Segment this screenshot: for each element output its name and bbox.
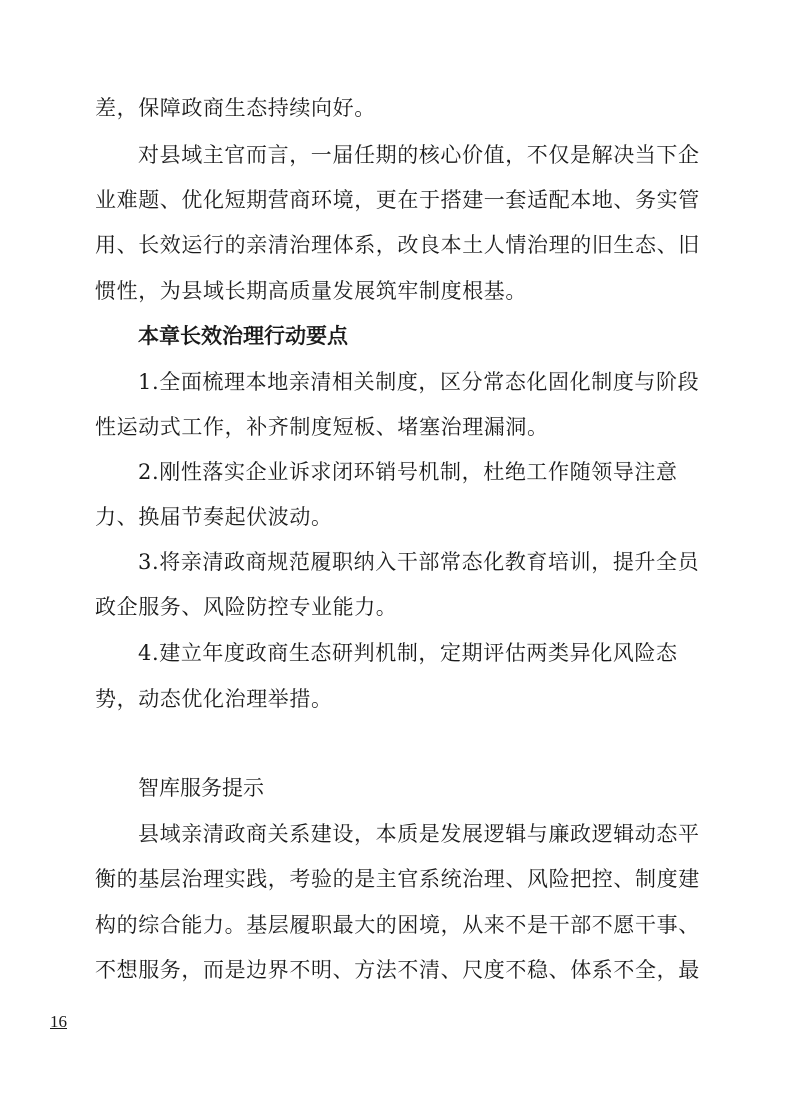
list-item-line: 1.全面梳理本地亲清相关制度，区分常态化固化制度与阶段 [138,370,700,394]
section-heading-action-points: 本章长效治理行动要点 [138,324,348,348]
list-item-line: 力、换届节奏起伏波动。 [95,505,333,529]
body-text-line: 构的综合能力。基层履职最大的困境，从来不是干部不愿干事、 [95,913,700,937]
section-heading-think-tank-tips: 智库服务提示 [138,776,264,800]
list-item-line: 性运动式工作，补齐制度短板、堵塞治理漏洞。 [95,415,549,439]
body-text-line: 差，保障政商生态持续向好。 [95,96,376,120]
list-item-line: 3.将亲清政商规范履职纳入干部常态化教育培训，提升全员 [138,550,700,574]
body-text-line: 衡的基层治理实践，考验的是主官系统治理、风险把控、制度建 [95,867,700,891]
body-text-line: 业难题、优化短期营商环境，更在于搭建一套适配本地、务实管 [95,188,700,212]
body-text-line: 惯性，为县域长期高质量发展筑牢制度根基。 [95,279,527,303]
body-text-line: 对县域主官而言，一届任期的核心价值，不仅是解决当下企 [138,143,700,167]
list-item-line: 2.刚性落实企业诉求闭环销号机制，杜绝工作随领导注意 [138,460,678,484]
body-text-line: 县域亲清政商关系建设，本质是发展逻辑与廉政逻辑动态平 [138,822,700,846]
list-item-line: 政企服务、风险防控专业能力。 [95,595,398,619]
body-text-line: 不想服务，而是边界不明、方法不清、尺度不稳、体系不全，最 [95,958,700,982]
body-text-line: 用、长效运行的亲清治理体系，改良本土人情治理的旧生态、旧 [95,233,700,257]
list-item-line: 4.建立年度政商生态研判机制，定期评估两类异化风险态 [138,641,678,665]
list-item-line: 势，动态优化治理举措。 [95,687,333,711]
page-number: 16 [50,1012,67,1031]
